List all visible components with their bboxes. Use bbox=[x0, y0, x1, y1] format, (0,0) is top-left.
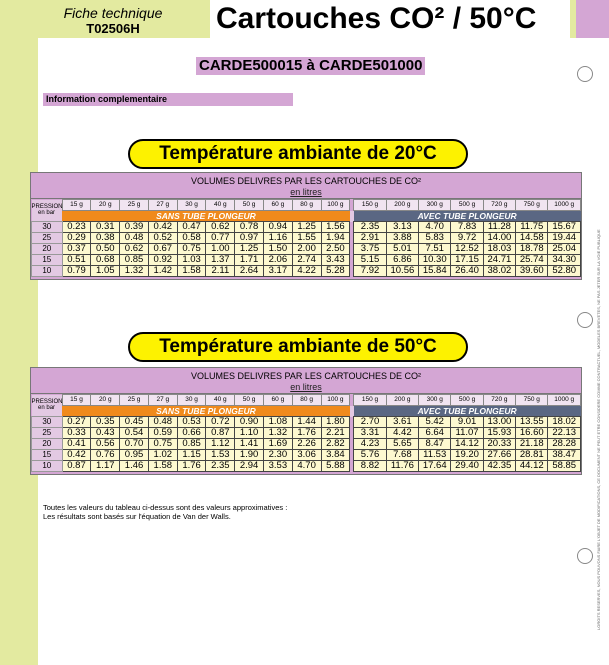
volume-cell: 0.90 bbox=[235, 417, 264, 428]
volume-cell: 1.32 bbox=[120, 266, 149, 277]
volume-cell: 4.23 bbox=[354, 439, 386, 450]
weight-header: 150 g bbox=[354, 200, 386, 211]
pressure-cell: 20 bbox=[32, 439, 63, 450]
volume-cell: 0.79 bbox=[62, 266, 91, 277]
weight-header: 25 g bbox=[120, 200, 149, 211]
weight-header: 750 g bbox=[516, 395, 548, 406]
volume-cell: 6.64 bbox=[419, 428, 451, 439]
volume-cell: 0.35 bbox=[91, 417, 120, 428]
table-row bbox=[32, 450, 581, 461]
volume-cell: 0.29 bbox=[62, 233, 91, 244]
weight-header: 500 g bbox=[451, 395, 483, 406]
weight-header: 1000 g bbox=[548, 395, 581, 406]
volume-cell: 22.13 bbox=[548, 428, 581, 439]
fiche-box bbox=[38, 5, 188, 38]
volume-cell: 0.87 bbox=[62, 461, 91, 472]
volume-cell: 29.40 bbox=[451, 461, 483, 472]
volume-cell: 0.62 bbox=[206, 222, 235, 233]
volume-cell: 7.51 bbox=[419, 244, 451, 255]
weight-header: 720 g bbox=[483, 200, 515, 211]
volume-cell: 2.74 bbox=[292, 255, 321, 266]
volume-cell: 0.66 bbox=[177, 428, 206, 439]
sans-tube-label: SANS TUBE PLONGEUR bbox=[62, 406, 350, 417]
volume-cell: 3.31 bbox=[354, 428, 386, 439]
volume-cell: 15.84 bbox=[419, 266, 451, 277]
volume-cell: 0.47 bbox=[177, 222, 206, 233]
volume-cell: 1.55 bbox=[292, 233, 321, 244]
volume-cell: 2.70 bbox=[354, 417, 386, 428]
volume-cell: 1.71 bbox=[235, 255, 264, 266]
volume-cell: 1.42 bbox=[148, 266, 177, 277]
volume-cell: 1.80 bbox=[321, 417, 350, 428]
volume-cell: 0.56 bbox=[91, 439, 120, 450]
volume-cell: 39.60 bbox=[516, 266, 548, 277]
volume-cell: 5.01 bbox=[386, 244, 418, 255]
volume-cell: 11.28 bbox=[483, 222, 515, 233]
table-row bbox=[32, 417, 581, 428]
volume-cell: 18.78 bbox=[516, 244, 548, 255]
volume-cell: 13.00 bbox=[483, 417, 515, 428]
weight-header: 100 g bbox=[321, 395, 350, 406]
volume-cell: 1.32 bbox=[263, 428, 292, 439]
volume-cell: 0.31 bbox=[91, 222, 120, 233]
table-row bbox=[32, 266, 581, 277]
volume-cell: 1.76 bbox=[292, 428, 321, 439]
volume-cell: 7.68 bbox=[386, 450, 418, 461]
volume-cell: 1.37 bbox=[206, 255, 235, 266]
pressure-cell: 25 bbox=[32, 428, 63, 439]
weight-header: 720 g bbox=[483, 395, 515, 406]
volume-cell: 1.10 bbox=[235, 428, 264, 439]
volume-cell: 4.22 bbox=[292, 266, 321, 277]
volume-cell: 2.06 bbox=[263, 255, 292, 266]
table-title: VOLUMES DELIVRES PAR LES CARTOUCHES DE CO² bbox=[190, 176, 422, 186]
volume-cell: 1.46 bbox=[120, 461, 149, 472]
volume-cell: 4.42 bbox=[386, 428, 418, 439]
pressure-label: PRESSION en bar bbox=[32, 200, 63, 222]
volume-cell: 0.27 bbox=[62, 417, 91, 428]
weight-header: 500 g bbox=[451, 200, 483, 211]
volume-cell: 2.35 bbox=[206, 461, 235, 472]
volume-cell: 0.48 bbox=[120, 233, 149, 244]
table-row bbox=[32, 233, 581, 244]
volume-cell: 3.17 bbox=[263, 266, 292, 277]
weight-header-row bbox=[32, 200, 581, 211]
pressure-cell: 15 bbox=[32, 255, 63, 266]
avec-tube-label: AVEC TUBE PLONGEUR bbox=[354, 211, 581, 222]
volume-cell: 5.42 bbox=[419, 417, 451, 428]
volume-cell: 0.59 bbox=[148, 428, 177, 439]
volume-cell: 17.64 bbox=[419, 461, 451, 472]
volume-cell: 0.77 bbox=[206, 233, 235, 244]
volume-cell: 3.43 bbox=[321, 255, 350, 266]
volume-cell: 9.01 bbox=[451, 417, 483, 428]
volume-cell: 11.75 bbox=[516, 222, 548, 233]
volume-cell: 0.78 bbox=[235, 222, 264, 233]
volume-cell: 1.03 bbox=[177, 255, 206, 266]
volume-cell: 8.82 bbox=[354, 461, 386, 472]
weight-header: 60 g bbox=[263, 395, 292, 406]
volume-cell: 1.44 bbox=[292, 417, 321, 428]
volume-cell: 0.51 bbox=[62, 255, 91, 266]
volume-cell: 2.94 bbox=[235, 461, 264, 472]
volume-cell: 38.02 bbox=[483, 266, 515, 277]
pressure-cell: 25 bbox=[32, 233, 63, 244]
pressure-cell: 10 bbox=[32, 461, 63, 472]
table-unit: en litres bbox=[290, 187, 322, 197]
volume-cell: 0.85 bbox=[177, 439, 206, 450]
volume-cell: 3.61 bbox=[386, 417, 418, 428]
sans-tube-label: SANS TUBE PLONGEUR bbox=[62, 211, 350, 222]
volume-cell: 1.00 bbox=[206, 244, 235, 255]
volume-cell: 3.84 bbox=[321, 450, 350, 461]
temp-label-50: Température ambiante de 50°C bbox=[128, 332, 468, 362]
footnote-line: Les résultats sont basés sur l'équation de Van der Walls. bbox=[43, 512, 231, 521]
avec-tube-label: AVEC TUBE PLONGEUR bbox=[354, 406, 581, 417]
weight-header: 40 g bbox=[206, 200, 235, 211]
table-title: VOLUMES DELIVRES PAR LES CARTOUCHES DE CO² bbox=[190, 371, 422, 381]
volume-cell: 0.97 bbox=[235, 233, 264, 244]
volume-cell: 15.93 bbox=[483, 428, 515, 439]
volume-cell: 0.94 bbox=[263, 222, 292, 233]
volume-cell: 5.88 bbox=[321, 461, 350, 472]
volume-cell: 0.39 bbox=[120, 222, 149, 233]
volume-cell: 1.50 bbox=[263, 244, 292, 255]
page-title: Cartouches CO² / 50°C bbox=[210, 0, 570, 38]
weight-header: 15 g bbox=[62, 200, 91, 211]
volume-cell: 13.55 bbox=[516, 417, 548, 428]
volume-cell: 3.06 bbox=[292, 450, 321, 461]
volume-cell: 28.81 bbox=[516, 450, 548, 461]
weight-header: 200 g bbox=[386, 395, 418, 406]
weight-header: 20 g bbox=[91, 395, 120, 406]
volume-cell: 10.30 bbox=[419, 255, 451, 266]
weight-header: 200 g bbox=[386, 200, 418, 211]
weight-header: 100 g bbox=[321, 200, 350, 211]
volume-cell: 11.76 bbox=[386, 461, 418, 472]
volume-cell: 0.41 bbox=[62, 439, 91, 450]
table-section-50 bbox=[30, 367, 582, 475]
table-header bbox=[31, 173, 581, 199]
volume-cell: 1.76 bbox=[177, 461, 206, 472]
volume-cell: 0.42 bbox=[148, 222, 177, 233]
volume-cell: 34.30 bbox=[548, 255, 581, 266]
volume-cell: 20.33 bbox=[483, 439, 515, 450]
volume-cell: 3.88 bbox=[386, 233, 418, 244]
table-row bbox=[32, 439, 581, 450]
volume-cell: 52.80 bbox=[548, 266, 581, 277]
volume-cell: 28.28 bbox=[548, 439, 581, 450]
volume-cell: 11.53 bbox=[419, 450, 451, 461]
volume-cell: 0.62 bbox=[120, 244, 149, 255]
volume-cell: 0.48 bbox=[148, 417, 177, 428]
volume-cell: 0.68 bbox=[91, 255, 120, 266]
pressure-cell: 30 bbox=[32, 417, 63, 428]
volume-cell: 1.90 bbox=[235, 450, 264, 461]
fiche-code: T02506H bbox=[86, 21, 140, 36]
volume-cell: 2.64 bbox=[235, 266, 264, 277]
weight-header: 27 g bbox=[148, 200, 177, 211]
footnote-line: Toutes les valeurs du tableau ci-dessus sont des valeurs approximatives : bbox=[43, 503, 288, 512]
temp-label-20: Température ambiante de 20°C bbox=[128, 139, 468, 169]
volume-cell: 1.15 bbox=[177, 450, 206, 461]
volume-cell: 0.42 bbox=[62, 450, 91, 461]
volume-cell: 0.37 bbox=[62, 244, 91, 255]
volume-table bbox=[31, 394, 581, 472]
weight-header: 25 g bbox=[120, 395, 149, 406]
weight-header-row bbox=[32, 395, 581, 406]
pressure-cell: 30 bbox=[32, 222, 63, 233]
volume-cell: 25.74 bbox=[516, 255, 548, 266]
volume-cell: 2.30 bbox=[263, 450, 292, 461]
volume-cell: 12.52 bbox=[451, 244, 483, 255]
volume-cell: 0.50 bbox=[91, 244, 120, 255]
punch-hole-icon bbox=[577, 548, 593, 564]
volume-cell: 15.67 bbox=[548, 222, 581, 233]
volume-cell: 8.47 bbox=[419, 439, 451, 450]
volume-cell: 4.70 bbox=[292, 461, 321, 472]
volume-cell: 2.21 bbox=[321, 428, 350, 439]
left-sidebar bbox=[0, 0, 38, 665]
weight-header: 50 g bbox=[235, 395, 264, 406]
volume-cell: 14.58 bbox=[516, 233, 548, 244]
volume-cell: 1.08 bbox=[263, 417, 292, 428]
weight-header: 1000 g bbox=[548, 200, 581, 211]
volume-cell: 0.72 bbox=[206, 417, 235, 428]
table-header bbox=[31, 368, 581, 394]
volume-cell: 2.82 bbox=[321, 439, 350, 450]
table-section-20 bbox=[30, 172, 582, 280]
volume-cell: 14.12 bbox=[451, 439, 483, 450]
volume-cell: 5.28 bbox=[321, 266, 350, 277]
volume-cell: 0.85 bbox=[120, 255, 149, 266]
volume-cell: 0.23 bbox=[62, 222, 91, 233]
weight-header: 30 g bbox=[177, 200, 206, 211]
pressure-cell: 20 bbox=[32, 244, 63, 255]
weight-header: 750 g bbox=[516, 200, 548, 211]
volume-cell: 1.25 bbox=[235, 244, 264, 255]
weight-header: 300 g bbox=[419, 200, 451, 211]
side-legal-text: LOROITS RESERVES, NOUS POUVONS FAIRE L'OBJET DE MODIFICATIONS, CE DOCUMENT NE PEUT ETRE CONSIDERE COMME CONTRACTUEL, MODELES BREVETES, NE PAS JETER SUR LA VOIE PUBLIQUE bbox=[596, 229, 601, 630]
volume-cell: 0.43 bbox=[91, 428, 120, 439]
volume-cell: 0.45 bbox=[120, 417, 149, 428]
volume-cell: 6.86 bbox=[386, 255, 418, 266]
volume-cell: 27.66 bbox=[483, 450, 515, 461]
volume-cell: 5.83 bbox=[419, 233, 451, 244]
volume-cell: 21.18 bbox=[516, 439, 548, 450]
weight-header: 40 g bbox=[206, 395, 235, 406]
volume-cell: 1.69 bbox=[263, 439, 292, 450]
volume-cell: 1.41 bbox=[235, 439, 264, 450]
info-label: Information complementaire bbox=[43, 93, 293, 106]
volume-cell: 1.05 bbox=[91, 266, 120, 277]
volume-cell: 17.15 bbox=[451, 255, 483, 266]
volume-cell: 1.94 bbox=[321, 233, 350, 244]
volume-cell: 19.20 bbox=[451, 450, 483, 461]
table-row bbox=[32, 255, 581, 266]
volume-cell: 9.72 bbox=[451, 233, 483, 244]
volume-table bbox=[31, 199, 581, 277]
volume-cell: 3.13 bbox=[386, 222, 418, 233]
weight-header: 30 g bbox=[177, 395, 206, 406]
volume-cell: 0.54 bbox=[120, 428, 149, 439]
volume-cell: 1.58 bbox=[177, 266, 206, 277]
volume-cell: 26.40 bbox=[451, 266, 483, 277]
volume-cell: 2.35 bbox=[354, 222, 386, 233]
volume-cell: 14.00 bbox=[483, 233, 515, 244]
weight-header: 300 g bbox=[419, 395, 451, 406]
volume-cell: 38.47 bbox=[548, 450, 581, 461]
table-row bbox=[32, 244, 581, 255]
volume-cell: 1.17 bbox=[91, 461, 120, 472]
volume-cell: 0.38 bbox=[91, 233, 120, 244]
weight-header: 80 g bbox=[292, 200, 321, 211]
volume-cell: 0.33 bbox=[62, 428, 91, 439]
volume-cell: 18.02 bbox=[548, 417, 581, 428]
volume-cell: 25.04 bbox=[548, 244, 581, 255]
volume-cell: 3.75 bbox=[354, 244, 386, 255]
weight-header: 60 g bbox=[263, 200, 292, 211]
weight-header: 15 g bbox=[62, 395, 91, 406]
volume-cell: 19.44 bbox=[548, 233, 581, 244]
volume-cell: 5.65 bbox=[386, 439, 418, 450]
table-row bbox=[32, 222, 581, 233]
weight-header: 20 g bbox=[91, 200, 120, 211]
volume-cell: 24.71 bbox=[483, 255, 515, 266]
volume-cell: 0.53 bbox=[177, 417, 206, 428]
volume-cell: 1.25 bbox=[292, 222, 321, 233]
volume-cell: 0.75 bbox=[148, 439, 177, 450]
volume-cell: 7.92 bbox=[354, 266, 386, 277]
volume-cell: 0.70 bbox=[120, 439, 149, 450]
volume-cell: 0.58 bbox=[177, 233, 206, 244]
volume-cell: 1.02 bbox=[148, 450, 177, 461]
table-row bbox=[32, 461, 581, 472]
volume-cell: 58.85 bbox=[548, 461, 581, 472]
volume-cell: 2.11 bbox=[206, 266, 235, 277]
volume-cell: 2.00 bbox=[292, 244, 321, 255]
volume-cell: 10.56 bbox=[386, 266, 418, 277]
table-row bbox=[32, 428, 581, 439]
volume-cell: 7.83 bbox=[451, 222, 483, 233]
volume-cell: 0.67 bbox=[148, 244, 177, 255]
reference-range: CARDE500015 à CARDE501000 bbox=[196, 57, 425, 75]
volume-cell: 2.91 bbox=[354, 233, 386, 244]
fiche-label: Fiche technique bbox=[63, 5, 163, 21]
tube-band-row bbox=[32, 406, 581, 417]
volume-cell: 1.53 bbox=[206, 450, 235, 461]
table-unit: en litres bbox=[290, 382, 322, 392]
volume-cell: 16.60 bbox=[516, 428, 548, 439]
weight-header: 50 g bbox=[235, 200, 264, 211]
volume-cell: 3.53 bbox=[263, 461, 292, 472]
volume-cell: 5.76 bbox=[354, 450, 386, 461]
pressure-label: PRESSION en bar bbox=[32, 395, 63, 417]
volume-cell: 42.35 bbox=[483, 461, 515, 472]
punch-hole-icon bbox=[577, 312, 593, 328]
volume-cell: 0.95 bbox=[120, 450, 149, 461]
volume-cell: 1.58 bbox=[148, 461, 177, 472]
weight-header: 27 g bbox=[148, 395, 177, 406]
volume-cell: 0.87 bbox=[206, 428, 235, 439]
volume-cell: 1.16 bbox=[263, 233, 292, 244]
weight-header: 80 g bbox=[292, 395, 321, 406]
tube-band-row bbox=[32, 211, 581, 222]
footnote bbox=[43, 503, 287, 521]
volume-cell: 18.03 bbox=[483, 244, 515, 255]
volume-cell: 1.56 bbox=[321, 222, 350, 233]
volume-cell: 4.70 bbox=[419, 222, 451, 233]
volume-cell: 0.75 bbox=[177, 244, 206, 255]
pressure-cell: 15 bbox=[32, 450, 63, 461]
pressure-cell: 10 bbox=[32, 266, 63, 277]
volume-cell: 1.12 bbox=[206, 439, 235, 450]
corner-block bbox=[576, 0, 609, 38]
volume-cell: 0.52 bbox=[148, 233, 177, 244]
volume-cell: 0.76 bbox=[91, 450, 120, 461]
volume-cell: 11.07 bbox=[451, 428, 483, 439]
volume-cell: 2.50 bbox=[321, 244, 350, 255]
volume-cell: 2.26 bbox=[292, 439, 321, 450]
weight-header: 150 g bbox=[354, 395, 386, 406]
volume-cell: 44.12 bbox=[516, 461, 548, 472]
volume-cell: 5.15 bbox=[354, 255, 386, 266]
volume-cell: 0.92 bbox=[148, 255, 177, 266]
punch-hole-icon bbox=[577, 66, 593, 82]
